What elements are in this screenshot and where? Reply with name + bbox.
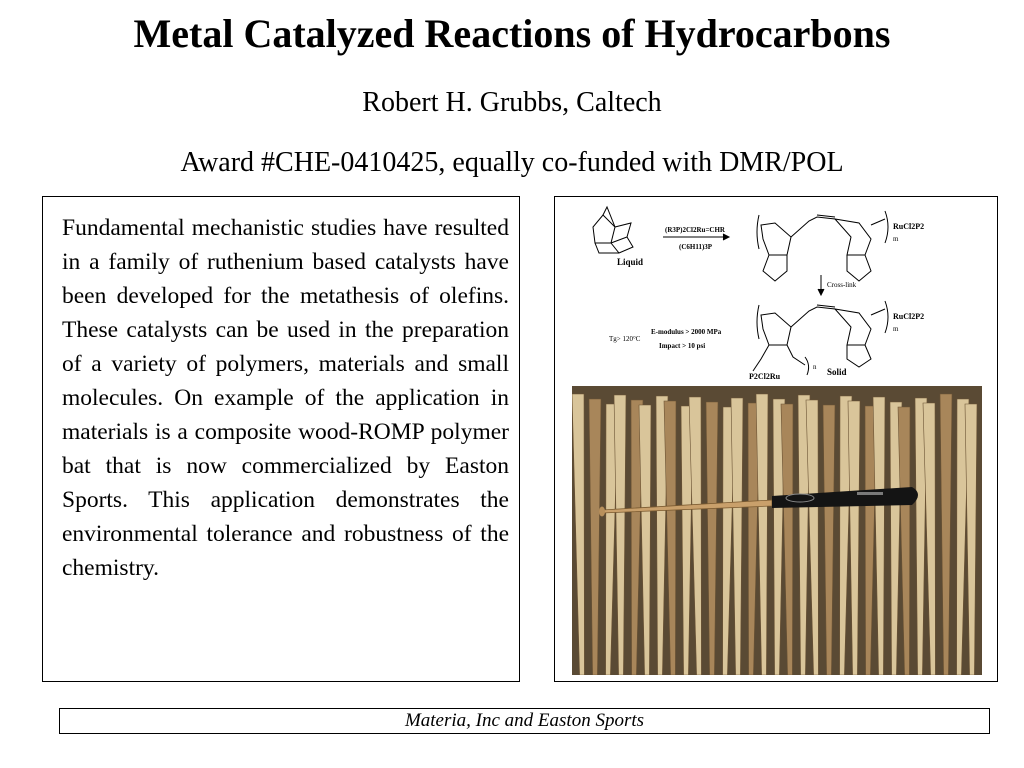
body-paragraph: Fundamental mechanistic studies have resulted in a family of ruthenium based catalysts have been developed for the metathesis of olefins. These catalysts can be used in the preparation of a variety of polymers, materials and small molecules. On example of the application in materials is a composite wood-ROMP polymer bat that is now commercialized by Easton Sports. This application demonstrates the environmental tolerance and robustness of the chemistry. [62, 215, 509, 581]
text-panel [42, 196, 520, 682]
impact-label: Impact > 10 psi [659, 342, 706, 350]
subscript-n: n [813, 363, 817, 371]
bat-logo-text [857, 492, 883, 495]
monomer-label: Liquid [617, 257, 644, 267]
footer-credit: Materia, Inc and Easton Sports [59, 708, 990, 734]
bat-knob [599, 507, 605, 517]
solid-label: Solid [827, 367, 847, 377]
tg-label: Tg> 120°C [609, 335, 641, 343]
modulus-label: E-modulus > 2000 MPa [651, 328, 722, 336]
crosslink-label: Cross-link [827, 281, 857, 289]
end-group-top: RuCl2P2 [893, 222, 925, 231]
page-title: Metal Catalyzed Reactions of Hydrocarbons [133, 11, 891, 56]
monomer-structure [593, 207, 633, 253]
award-line: Award #CHE-0410425, equally co-funded with DMR/POL [180, 147, 844, 178]
baseball-bats-photo [572, 386, 982, 675]
image-panel [554, 196, 998, 682]
catalyst-top-label: (R3P)2Cl2Ru=CHR [665, 226, 725, 234]
author-line: Robert H. Grubbs, Caltech [362, 87, 662, 118]
catalyst-bottom-label: (C6H11)3P [679, 243, 713, 251]
reaction-scheme [555, 197, 998, 385]
bottom-ru-label: P2Cl2Ru [749, 372, 781, 381]
subscript-m-bottom: m [893, 325, 899, 333]
end-group-bottom: RuCl2P2 [893, 312, 925, 321]
subscript-m-top: m [893, 235, 899, 243]
polymer-bottom [753, 301, 888, 375]
polymer-top [757, 211, 888, 281]
